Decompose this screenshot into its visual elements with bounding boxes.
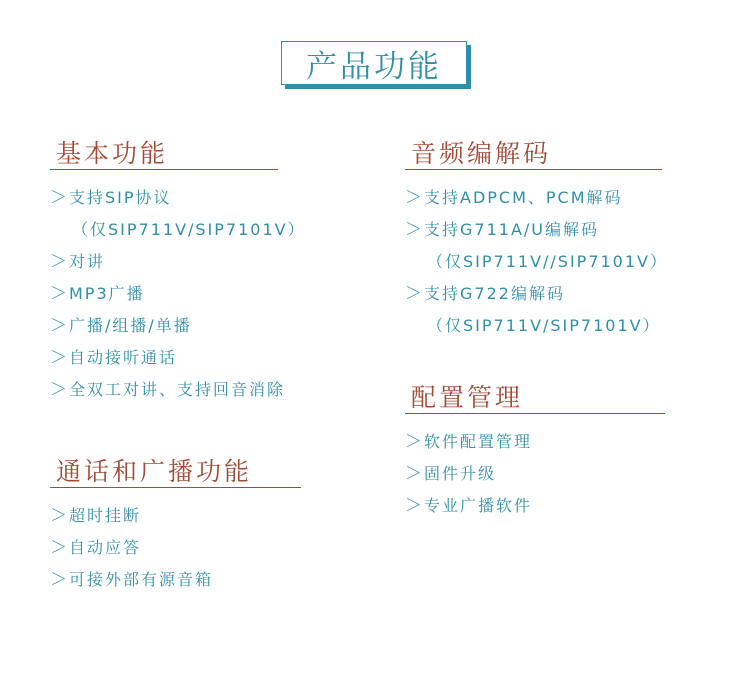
arrow-icon: ＞ [405, 432, 424, 452]
list-item [50, 342, 306, 374]
list-item-text: 对讲 [69, 252, 106, 271]
arrow-icon: ＞ [405, 188, 424, 208]
list-item [50, 564, 301, 596]
list-item [50, 214, 306, 246]
list-item [50, 500, 301, 532]
list-item-text: MP3广播 [69, 284, 145, 303]
arrow-icon: ＞ [50, 538, 69, 558]
section-heading: 通话和广播功能 [50, 456, 301, 488]
section-heading: 配置管理 [405, 382, 665, 414]
section-heading: 基本功能 [50, 138, 278, 170]
feature-list [50, 500, 301, 596]
list-item-text: 全双工对讲、支持回音消除 [69, 380, 286, 399]
arrow-icon: ＞ [50, 380, 69, 400]
feature-list [405, 182, 668, 342]
arrow-icon: ＞ [50, 348, 69, 368]
list-item-text: 自动应答 [69, 538, 142, 557]
list-item-text: 软件配置管理 [424, 432, 533, 451]
list-item-text: 支持SIP协议 [69, 188, 172, 207]
arrow-icon: ＞ [405, 220, 424, 240]
list-item-text: 支持G722编解码 [424, 284, 565, 303]
section-basic-functions [50, 138, 306, 406]
arrow-icon: ＞ [50, 316, 69, 336]
list-item [405, 278, 668, 310]
arrow-icon: ＞ [50, 570, 69, 590]
list-item [405, 490, 665, 522]
list-item-text: 自动接听通话 [69, 348, 178, 367]
list-item [405, 426, 665, 458]
list-item-text: 固件升级 [424, 464, 497, 483]
arrow-icon: ＞ [405, 496, 424, 516]
list-item [50, 310, 306, 342]
list-item-text: （仅SIP711V/SIP7101V） [427, 316, 661, 335]
page-title: 产品功能 [306, 48, 442, 85]
arrow-icon: ＞ [50, 506, 69, 526]
list-item [405, 310, 668, 342]
list-item-text: 支持G711A/U编解码 [424, 220, 599, 239]
list-item-text: 支持ADPCM、PCM解码 [424, 188, 623, 207]
arrow-icon: ＞ [50, 252, 69, 272]
list-item-text: 专业广播软件 [424, 496, 533, 515]
list-item [405, 458, 665, 490]
section-heading: 音频编解码 [405, 138, 662, 170]
arrow-icon: ＞ [405, 284, 424, 304]
arrow-icon: ＞ [405, 464, 424, 484]
section-call-broadcast [50, 456, 301, 596]
list-item [50, 374, 306, 406]
list-item [50, 246, 306, 278]
list-item-text: （仅SIP711V//SIP7101V） [427, 252, 668, 271]
list-item [405, 246, 668, 278]
list-item [405, 182, 668, 214]
list-item [50, 182, 306, 214]
arrow-icon: ＞ [50, 284, 69, 304]
feature-list [50, 182, 306, 406]
list-item [50, 278, 306, 310]
list-item-text: 广播/组播/单播 [69, 316, 192, 335]
arrow-icon: ＞ [50, 188, 69, 208]
list-item-text: 超时挂断 [69, 506, 142, 525]
section-config-management [405, 382, 665, 522]
list-item-text: 可接外部有源音箱 [69, 570, 214, 589]
feature-list [405, 426, 665, 522]
list-item-text: （仅SIP711V/SIP7101V） [72, 220, 306, 239]
page-title-box [281, 41, 467, 85]
section-audio-codec [405, 138, 668, 342]
list-item [50, 532, 301, 564]
list-item [405, 214, 668, 246]
